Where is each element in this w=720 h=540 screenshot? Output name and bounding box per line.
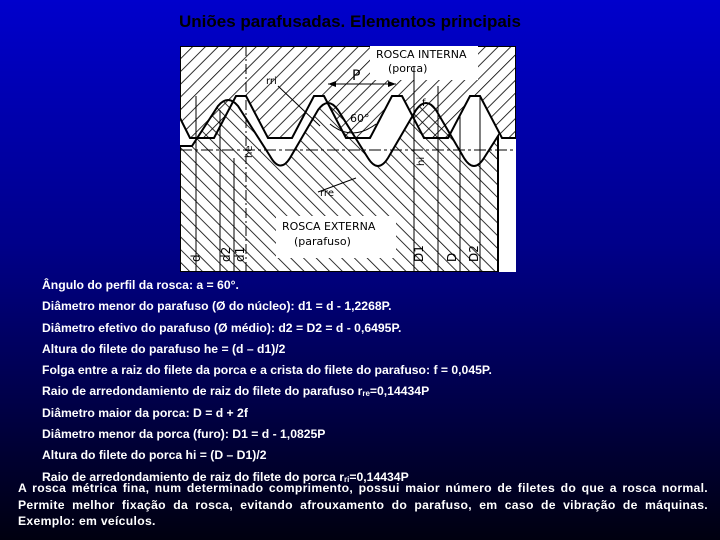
- formula-line: Altura do filete do porca hi = (D – D1)/2: [42, 448, 267, 463]
- formula-line: Folga entre a raiz do filete da porca e a crista do filete do parafuso: f = 0,045P.: [42, 363, 492, 378]
- thread-diagram: [180, 46, 516, 272]
- internal-thread-sublabel: (porca): [388, 62, 428, 75]
- he-label: he: [244, 145, 255, 158]
- thread-profile-drawing: [180, 46, 516, 272]
- pitch-label: P: [352, 68, 361, 84]
- formula-line: Diâmetro menor da porca (furo): D1 = d - 1,0825P: [42, 427, 326, 442]
- angle-label: 60°: [350, 112, 370, 125]
- formula-line: Diâmetro maior da porca: D = d + 2f: [42, 405, 248, 420]
- diameter-D2-label: D2: [467, 245, 481, 262]
- formula-line: Altura do filete do parafuso he = (d – d1)/2: [42, 341, 286, 356]
- page-title: Uniões parafusadas. Elementos principais: [178, 12, 521, 31]
- diameter-d1-label: d1: [233, 246, 247, 262]
- formula-line: Diâmetro menor do parafuso (Ø do núcleo): d1 = d - 1,2268P.: [42, 299, 392, 314]
- formula-line: Raio de arredondamiento de raiz do filete do porca $r_{ri}=0,14434P$: [42, 469, 409, 484]
- external-thread-sublabel: (parafuso): [294, 235, 351, 248]
- external-thread-label: ROSCA EXTERNA: [282, 220, 376, 233]
- internal-thread-label: ROSCA INTERNA: [376, 48, 467, 61]
- rre-label: rre: [320, 188, 334, 199]
- rri-label: rri: [266, 76, 277, 87]
- diameter-d2-label: d2: [219, 246, 233, 262]
- fine-thread-note: A rosca métrica fina, num determinado comprimento, possui maior número de filetes do que a rosca normal. Permite melhor fixação da rosca, evitando afrouxamento do parafuso, em caso de vibração de máquinas. Exemplo: em veículos.: [18, 481, 708, 528]
- formula-line: Raio de arredondamiento de raiz do filete do parafuso $r_{re}=0,14434P$: [42, 384, 430, 399]
- f-label: f: [422, 98, 426, 109]
- formula-line: Ângulo do perfil da rosca: a = 60°.: [42, 278, 239, 292]
- formula-line: Diâmetro efetivo do parafuso (Ø médio): d2 = D2 = d - 0,6495P.: [42, 320, 402, 335]
- hi-label: hi: [416, 156, 427, 166]
- formula-list: [42, 276, 602, 489]
- diameter-D1-label: D1: [412, 245, 426, 262]
- diameter-d-label: d: [189, 254, 203, 262]
- diameter-D-label: D: [445, 252, 459, 262]
